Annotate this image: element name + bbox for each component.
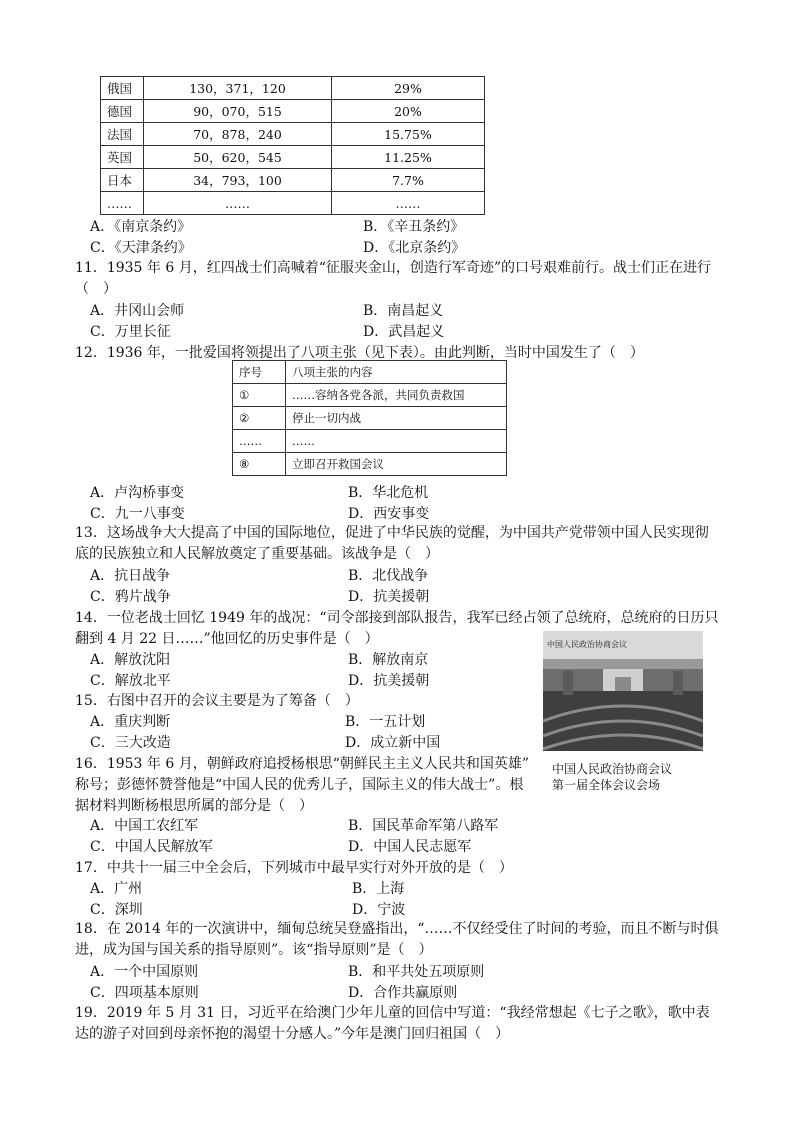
question-19-stem: 19．2019 年 5 月 31 日，习近平在给澳门少年儿童的回信中写道：“我经常想起《七子之歌》，歌中表达的游子对回到母亲怀抱的渴望十分感人。”今年是澳门回归祖国（ ） <box>75 1005 710 1042</box>
question-17-stem: 17．中共十一届三中全会后，下列城市中最早实行对外开放的是（ ） <box>75 860 513 876</box>
question-14-line1: 14．一位老战士回忆 1949 年的战况：“司令部接到部队报告，我军已经占领了总统府，总统府的日历只 <box>75 610 719 626</box>
photo-caption <box>552 761 672 793</box>
table-cell: 70，878，240 <box>144 123 332 146</box>
option-d: D．成立新中国 <box>345 735 441 751</box>
option-c: C．《天津条约》 <box>90 240 192 256</box>
question-18-stem: 18．在 2014 年的一次演讲中，缅甸总统吴登盛指出，“……不仅经受住了时间的考验，而且不断与时俱进，成为国与国关系的指导原则”。该“指导原则”是（ ） <box>75 921 719 958</box>
option-a: A．中国工农红军 <box>90 818 199 834</box>
option-b: B．上海 <box>352 881 405 897</box>
option-c: C．三大改造 <box>90 735 171 751</box>
option-d: D．《北京条约》 <box>363 240 466 256</box>
table-cell: 英国 <box>101 146 144 169</box>
table-row <box>101 100 485 123</box>
option-a: A．广州 <box>90 881 143 897</box>
caption-line-1: 中国人民政治协商会议 <box>552 762 673 776</box>
option-d: D．宁波 <box>352 902 406 918</box>
option-b: B．解放南京 <box>348 652 429 668</box>
table-cell: ② <box>233 407 286 430</box>
option-c: C．深圳 <box>90 902 143 918</box>
option-b: B．《辛丑条约》 <box>363 219 465 235</box>
option-d: D．合作共赢原则 <box>348 985 458 1001</box>
table-cell: …… <box>332 192 485 215</box>
table-cell: ① <box>233 384 286 407</box>
table-row <box>233 453 507 476</box>
option-b: B．一五计划 <box>345 714 426 730</box>
option-a: A．重庆判断 <box>90 714 171 730</box>
table-header-cell: 八项主张的内容 <box>286 361 507 384</box>
table-cell: ⑧ <box>233 453 286 476</box>
question-13-stem: 13．这场战争大大提高了中国的国际地位，促进了中华民族的觉醒，为中国共产党带领中国人民实现彻底的民族独立和人民解放奠定了重要基础。该战争是（ ） <box>75 525 709 562</box>
table-row <box>233 361 507 384</box>
option-a: A．《南京条约》 <box>90 219 192 235</box>
photo-banner: 中国人民政治协商会议 <box>547 640 627 649</box>
table-cell: …… <box>233 430 286 453</box>
table-cell: 90，070，515 <box>144 100 332 123</box>
option-a: A．一个中国原则 <box>90 964 199 980</box>
option-c: C．解放北平 <box>90 673 171 689</box>
option-a: A．井冈山会师 <box>90 303 185 319</box>
table-header-cell: 序号 <box>233 361 286 384</box>
table-row <box>233 384 507 407</box>
table-cell: 停止一切内战 <box>286 407 507 430</box>
table-cell: 7.7% <box>332 169 485 192</box>
table-cell: 日本 <box>101 169 144 192</box>
question-11-stem: 11．1935 年 6 月，红四战士们高喊着“征服夹金山，创造行军奇迹”的口号艰难前行。战士们正在进行（ ） <box>75 260 712 297</box>
question-16-line3: 据材料判断杨根思所属的部分是（ ） <box>75 798 313 814</box>
option-d: D．中国人民志愿军 <box>348 839 472 855</box>
table-cell: …… <box>286 430 507 453</box>
table-cell: 130，371，120 <box>144 77 332 100</box>
option-d: D．武昌起义 <box>363 324 445 340</box>
option-b: B．北伐战争 <box>348 568 429 584</box>
q10-table <box>100 76 485 215</box>
table-cell: 50，620，545 <box>144 146 332 169</box>
option-c: C．万里长征 <box>90 324 171 340</box>
option-a: A．解放沈阳 <box>90 652 171 668</box>
table-row <box>233 430 507 453</box>
table-cell: 立即召开救国会议 <box>286 453 507 476</box>
table-cell: 20% <box>332 100 485 123</box>
table-row <box>101 123 485 146</box>
table-row <box>233 407 507 430</box>
option-c: C．四项基本原则 <box>90 985 199 1001</box>
option-a: A．卢沟桥事变 <box>90 485 185 501</box>
table-cell: 11.25% <box>332 146 485 169</box>
option-c: C．九一八事变 <box>90 506 185 522</box>
option-b: B．华北危机 <box>348 485 429 501</box>
table-cell: 俄国 <box>101 77 144 100</box>
option-b: B．南昌起义 <box>363 303 444 319</box>
option-d: D．抗美援朝 <box>348 589 430 605</box>
table-row <box>101 146 485 169</box>
option-b: B．国民革命军第八路军 <box>348 818 499 834</box>
question-14-line2: 翻到 4 月 22 日……”他回忆的历史事件是（ ） <box>75 631 379 647</box>
q12-table <box>232 360 507 476</box>
table-row <box>101 77 485 100</box>
question-15-stem: 15．右图中召开的会议主要是为了筹备（ ） <box>75 693 359 709</box>
table-cell: 29% <box>332 77 485 100</box>
table-cell: 法国 <box>101 123 144 146</box>
caption-line-2: 第一届全体会议会场 <box>552 778 661 792</box>
option-d: D．西安事变 <box>348 506 430 522</box>
table-cell: ……容纳各党各派，共同负责救国 <box>286 384 507 407</box>
option-c: C．鸦片战争 <box>90 589 171 605</box>
option-a: A．抗日战争 <box>90 568 171 584</box>
option-d: D．抗美援朝 <box>348 673 430 689</box>
table-row <box>101 192 485 215</box>
table-cell: 34，793，100 <box>144 169 332 192</box>
question-16-line2: 称号；彭德怀赞誉他是“中国人民的优秀儿子，国际主义的伟大战士”。根 <box>75 777 524 793</box>
option-c: C．中国人民解放军 <box>90 839 213 855</box>
table-row <box>101 169 485 192</box>
question-16-line1: 16．1953 年 6 月，朝鲜政府追授杨根思“朝鲜民主主义人民共和国英雄” <box>75 756 530 772</box>
question-12-stem: 12．1936 年，一批爱国将领提出了八项主张（见下表）。由此判断，当时中国发生了（ ） <box>75 345 644 361</box>
table-cell: …… <box>101 192 144 215</box>
table-cell: 15.75% <box>332 123 485 146</box>
conference-photo <box>543 631 703 751</box>
table-cell: 德国 <box>101 100 144 123</box>
table-cell: …… <box>144 192 332 215</box>
option-b: B．和平共处五项原则 <box>348 964 485 980</box>
